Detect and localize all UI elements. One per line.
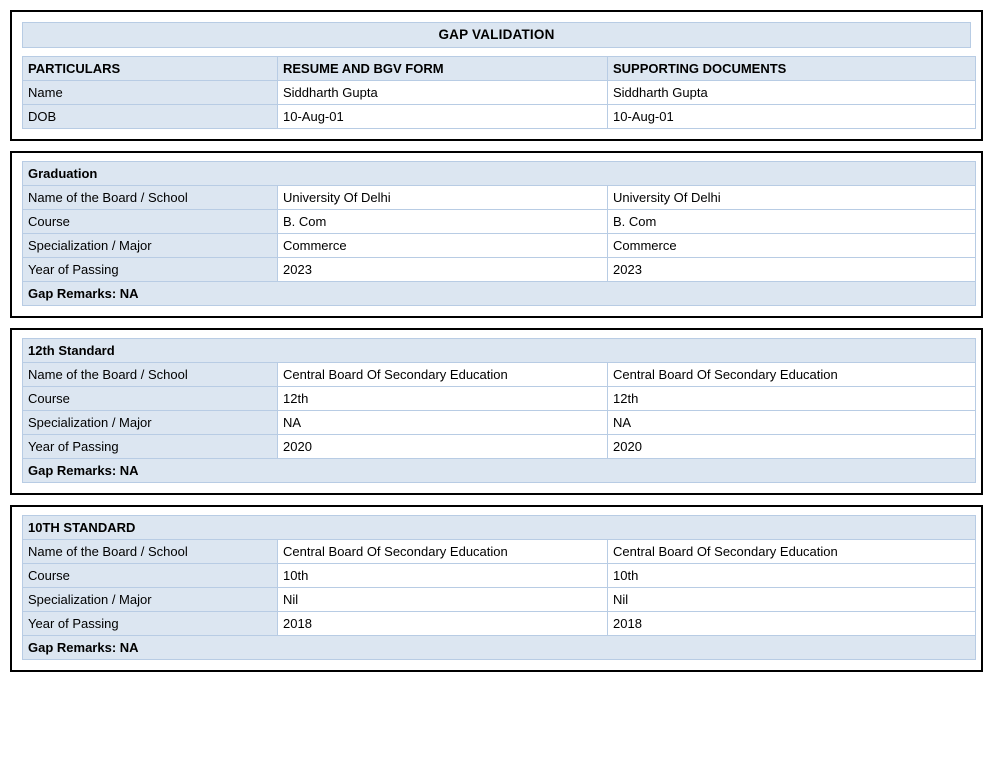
- row-label-course: Course: [23, 210, 278, 234]
- table-row: [23, 210, 976, 234]
- row-label-name: Name: [23, 81, 278, 105]
- section-title-twelfth: 12th Standard: [23, 339, 976, 363]
- section-title-graduation: Graduation: [23, 162, 976, 186]
- particulars-section: [10, 10, 983, 141]
- column-header-documents: SUPPORTING DOCUMENTS: [608, 57, 976, 81]
- remarks-row: [23, 636, 976, 660]
- row-label-course: Course: [23, 387, 278, 411]
- remarks-row: [23, 282, 976, 306]
- twelfth-standard-section: [10, 328, 983, 495]
- row-value-name-documents: Siddharth Gupta: [608, 81, 976, 105]
- table-row: [23, 435, 976, 459]
- table-row: [23, 564, 976, 588]
- row-label-year-of-passing: Year of Passing: [23, 258, 278, 282]
- row-label-specialization: Specialization / Major: [23, 588, 278, 612]
- table-row: [23, 387, 976, 411]
- row-label-course: Course: [23, 564, 278, 588]
- row-label-year-of-passing: Year of Passing: [23, 612, 278, 636]
- table-row: [23, 234, 976, 258]
- table-header-row: [23, 57, 976, 81]
- table-row: [23, 612, 976, 636]
- row-value-specialization-resume: Nil: [278, 588, 608, 612]
- row-value-specialization-documents: NA: [608, 411, 976, 435]
- row-value-year-of-passing-resume: 2018: [278, 612, 608, 636]
- row-value-year-of-passing-documents: 2018: [608, 612, 976, 636]
- row-value-specialization-documents: Commerce: [608, 234, 976, 258]
- graduation-section: [10, 151, 983, 318]
- row-value-board-school-resume: Central Board Of Secondary Education: [278, 363, 608, 387]
- row-value-year-of-passing-documents: 2023: [608, 258, 976, 282]
- row-label-specialization: Specialization / Major: [23, 411, 278, 435]
- row-value-dob-documents: 10-Aug-01: [608, 105, 976, 129]
- table-row: [23, 363, 976, 387]
- row-label-specialization: Specialization / Major: [23, 234, 278, 258]
- row-label-dob: DOB: [23, 105, 278, 129]
- row-value-dob-resume: 10-Aug-01: [278, 105, 608, 129]
- remarks-row: [23, 459, 976, 483]
- gap-validation-document: [0, 10, 993, 772]
- table-row: [23, 258, 976, 282]
- row-value-board-school-documents: University Of Delhi: [608, 186, 976, 210]
- table-row: [23, 588, 976, 612]
- row-value-year-of-passing-resume: 2020: [278, 435, 608, 459]
- section-title-row: [23, 516, 976, 540]
- row-label-year-of-passing: Year of Passing: [23, 435, 278, 459]
- table-row: [23, 81, 976, 105]
- row-value-board-school-resume: Central Board Of Secondary Education: [278, 540, 608, 564]
- tenth-standard-table: [22, 515, 976, 660]
- graduation-table: [22, 161, 976, 306]
- column-header-particulars: PARTICULARS: [23, 57, 278, 81]
- table-row: [23, 411, 976, 435]
- gap-remarks-twelfth: Gap Remarks: NA: [23, 459, 976, 483]
- row-value-course-resume: 12th: [278, 387, 608, 411]
- row-label-board-school: Name of the Board / School: [23, 540, 278, 564]
- table-row: [23, 540, 976, 564]
- section-title-row: [23, 162, 976, 186]
- particulars-table: [22, 56, 976, 129]
- row-label-board-school: Name of the Board / School: [23, 363, 278, 387]
- column-header-resume: RESUME AND BGV FORM: [278, 57, 608, 81]
- row-value-board-school-documents: Central Board Of Secondary Education: [608, 363, 976, 387]
- row-value-board-school-documents: Central Board Of Secondary Education: [608, 540, 976, 564]
- tenth-standard-section: [10, 505, 983, 672]
- row-value-board-school-resume: University Of Delhi: [278, 186, 608, 210]
- row-value-course-resume: 10th: [278, 564, 608, 588]
- row-value-year-of-passing-documents: 2020: [608, 435, 976, 459]
- row-value-course-documents: 12th: [608, 387, 976, 411]
- row-value-course-resume: B. Com: [278, 210, 608, 234]
- section-title-tenth: 10TH STANDARD: [23, 516, 976, 540]
- table-row: [23, 186, 976, 210]
- gap-remarks-graduation: Gap Remarks: NA: [23, 282, 976, 306]
- table-row: [23, 105, 976, 129]
- row-value-specialization-resume: NA: [278, 411, 608, 435]
- row-value-course-documents: B. Com: [608, 210, 976, 234]
- row-value-name-resume: Siddharth Gupta: [278, 81, 608, 105]
- row-value-specialization-resume: Commerce: [278, 234, 608, 258]
- section-title-row: [23, 339, 976, 363]
- row-label-board-school: Name of the Board / School: [23, 186, 278, 210]
- gap-remarks-tenth: Gap Remarks: NA: [23, 636, 976, 660]
- row-value-specialization-documents: Nil: [608, 588, 976, 612]
- document-title: GAP VALIDATION: [22, 22, 971, 48]
- row-value-course-documents: 10th: [608, 564, 976, 588]
- row-value-year-of-passing-resume: 2023: [278, 258, 608, 282]
- twelfth-standard-table: [22, 338, 976, 483]
